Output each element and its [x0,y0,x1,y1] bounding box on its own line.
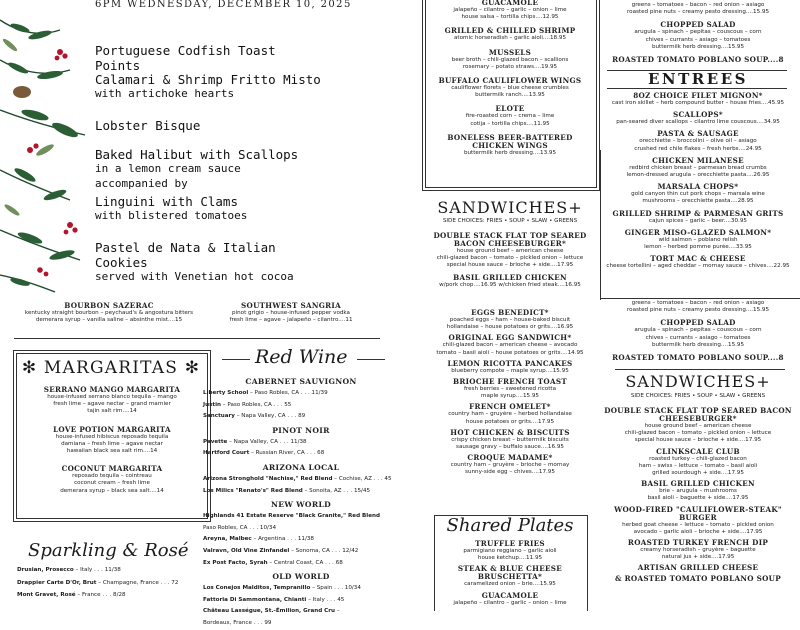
item-desc: house ground beef – american cheese [456,248,564,254]
wine-row [203,618,399,630]
item-name: SERRANO MANGO MARGARITA [43,385,181,394]
appetizer-item [428,27,592,42]
wine-name: Château Lasségue, St.-Émilion, Grand Cru [203,608,336,615]
divider [222,359,250,360]
sandwich-item [600,480,796,502]
item-name: LEMON RICOTTA PANCAKES [447,358,573,368]
course-title: Pastel de Nata & Italian Cookies [95,240,276,270]
dinner-course [95,72,325,102]
item-name: EGGS BENEDICT* [471,308,549,317]
item-desc: house salsa – tortilla chips....12.95 [461,14,559,21]
item-desc: cauliflower florets – blue cheese crumbles [451,85,569,92]
wine-name: Mont Gravet, Rosé [17,592,76,598]
item-desc: chives – currants – asiago – tomatoes [645,36,751,43]
item-desc: tomato – basil aioli – house potatoes or grits....14.95 [436,349,584,356]
wine-detail: – Paso Robles, CA . . . 11/39 [248,390,328,396]
wine-row [203,523,399,535]
item-desc: ham – swiss – lettuce – tomato – basil aioli [638,462,758,469]
item-desc: greens – tomatoes – bacon – red onion – asiago [631,2,765,8]
salad-item [600,354,796,362]
item-desc: wild salmon – poblano relish [658,236,738,243]
item-name: PASTA & SAUSAGE [657,129,739,139]
course-title: Portuguese Codfish Toast Points [95,43,276,73]
brunch-item [428,429,592,451]
item-desc: chili-glazed bacon – american cheese – avocado [442,342,578,349]
item-desc: damiana – fresh lime – agave nectar [61,440,163,447]
item-desc: country ham – gruyère – herbed hollandaise [448,411,572,418]
sandwich-list-b [600,407,796,586]
wine-section-heading: NEW WORLD [271,500,331,510]
item-desc: fresh lime – agave nectar – grand marnier [53,401,171,408]
wine-name: Valravn, Old Vine Zinfandel [203,547,290,554]
wine-section-heading: PINOT NOIR [272,425,330,435]
item-name: COCONUT MARGARITA [61,464,163,474]
wine-name: Areyna, Malbec [203,536,252,543]
brunch-item [428,403,592,425]
red-wine-heading: Red Wine [255,346,348,368]
sandwich-item [600,506,796,536]
item-desc: redbird chicken breast – parmesan bread crumbs [629,164,767,171]
item-desc: fire-roasted corn – crema – lime [465,113,555,120]
appetizer-item [428,49,592,71]
wine-name: Los Milics "Renato's" Red Blend [203,487,303,494]
salad-list-top [600,2,796,69]
course-title: Lobster Bisque [95,118,201,133]
item-desc: hollandaise – house potatoes or grits....16.95 [446,324,574,331]
dinner-course [95,147,325,191]
item-desc: rosemary – potato straws....19.95 [462,63,558,70]
dinner-course [95,194,325,224]
wine-name: Highlands 41 Estate Reserve "Black Granite," Red Blend [203,513,381,520]
item-desc: lemon-dressed arugula – orecchiette pasta....26.95 [626,172,770,179]
wine-detail: – Paso Robles, CA . . . 55 [220,401,292,408]
wine-detail: – Italy . . . 11/38 [73,567,121,573]
dinner-course [95,43,325,73]
wine-name: Sanctuary [203,413,235,420]
item-desc: country ham – gruyère – brioche – mornay [450,462,570,469]
item-name: 8OZ CHOICE FILET MIGNON* [633,91,763,100]
sandwich-item [600,407,796,445]
item-desc: fresh berries – sweetened ricotta [463,386,557,393]
item-name: GRILLED SHRIMP & PARMESAN GRITS [612,208,784,218]
item-name: BASIL GRILLED CHICKEN [641,479,755,489]
item-name: GINGER MISO-GLAZED SALMON* [624,227,772,237]
wine-row [203,474,399,486]
margarita-item [22,386,202,416]
item-name: BONELESS BEER-BATTERED CHICKEN WINGS [447,132,573,150]
item-desc: orecchiette – broccolini – olive oil – asiago [639,138,757,145]
cocktail-desc: pinot grigio – house-infused pepper vodka [232,310,350,316]
wine-name: Drappier Carte D'Or, Brut [17,579,97,586]
wine-detail: – Sonoita, AZ . . . 15/45 [302,487,371,494]
item-desc: cajun spices – garlic – beer....30.95 [649,217,747,224]
sandwiches-heading-b: SANDWICHES+ [625,372,771,391]
appetizer-item [428,134,592,157]
wine-section-heading: CABERNET SAUVIGNON [245,377,357,386]
page-divider [600,150,601,300]
wine-row [203,606,399,618]
brunch-item [428,309,592,331]
course-subtitle: accompanied by [95,176,188,190]
item-name: BASIL GRILLED CHICKEN [453,272,567,282]
shared-plate-item [430,565,590,588]
wine-row [203,388,399,400]
ornament-icon: ✻ [21,358,44,378]
wine-detail: – Spain . . . 10/34 [310,585,361,592]
wine-row [17,564,217,577]
sandwiches-heading-a: SANDWICHES+ [437,198,583,217]
course-subtitle: in a lemon cream sauce [95,162,241,175]
wine-name: Liberty School [203,390,249,396]
item-desc: jalapeño – cilantro – garlic – onion – lime [453,7,567,13]
sandwich-list-a [428,232,592,293]
item-desc: chives – currants – asiago – tomatoes [645,334,751,341]
item-desc: avocado – garlic aioli – brioche + side....17.95 [633,528,763,535]
wine-name: Hartford Court [203,450,250,457]
item-desc: poached eggs – ham – house-baked biscuit [449,317,571,323]
item-desc: coconut cream – fresh lime [74,480,150,487]
item-desc: demerara syrup – black sea salt....14 [60,487,164,494]
item-desc: house-infused serrano blanco tequila – mango [47,394,177,400]
salad-item [600,2,796,16]
wine-section-heading: ARIZONA LOCAL [262,462,340,472]
shared-plate-item [430,592,590,607]
item-name: STEAK & BLUE CHEESE BRUSCHETTA* [457,564,563,582]
item-desc: crushed red chile flakes – fresh herbs....24.95 [634,145,762,152]
salad-item [600,300,796,314]
brunch-item [428,378,592,400]
item-desc: buttermilk herb dressing....13.95 [463,149,557,156]
item-desc: reposado tequila – cointreau [72,473,152,480]
divider [607,88,787,89]
item-name: DOUBLE STACK FLAT TOP SEARED BACON CHEESEBURGER* [604,406,792,423]
item-desc: grilled sourdough + side....17.95 [652,470,744,477]
item-desc: hawaiian black sea salt rim....14 [66,448,158,455]
dinner-course [95,240,325,285]
item-name: ORIGINAL EGG SANDWICH* [448,333,572,343]
item-desc: w/pork chop....16.95 w/chicken fried steak....16.95 [439,281,581,288]
item-name: MUSSELS [488,47,532,57]
wine-row [203,437,399,449]
item-desc: chili-glazed bacon – tomato – pickled onion – lettuce [436,255,584,262]
appetizer-item [428,77,592,99]
salad-list-bottom [600,300,796,367]
entree-item [600,183,796,205]
sandwich-item [600,564,796,572]
dinner-course-list [0,0,330,290]
item-desc: cheese tortellini – aged cheddar – mornay sauce – chives....22.95 [606,263,790,270]
wine-detail: – Cochise, AZ . . . 45 [332,475,392,482]
item-name: GUACAMOLE [481,590,539,600]
item-desc: buttermilk herb dressing....15.95 [651,43,745,50]
wine-detail: – Napa Valley, CA . . . 11/38 [227,438,307,445]
item-name: LOVE POTION MARGARITA [53,424,171,434]
course-title: Calamari & Shrimp Fritto Misto [95,72,321,87]
item-desc: lemon – herbed pomme purée....33.95 [644,244,752,251]
course-title: Baked Halibut with Scallops [95,147,299,162]
brunch-item [428,334,592,356]
entree-item [600,130,796,152]
item-name: CHOPPED SALAD [660,20,736,30]
shared-plates-heading: Shared Plates [446,515,574,536]
wine-row [203,411,399,423]
wine-detail: – Central Coast, CA . . . 68 [267,559,343,566]
item-name: CROQUE MADAME* [467,453,553,463]
item-desc: buttermilk herb dressing....15.95 [651,341,745,348]
wine-detail: – Champagne, France . . . 72 [96,579,179,586]
item-desc: crispy chicken breast – buttermilk biscuits [451,436,569,443]
cocktail-desc: kentucky straight bourbon – peychaud's & angostura bitters [24,310,194,316]
item-name: GUACAMOLE [481,0,539,7]
wine-section-heading: OLD WORLD [272,572,330,582]
item-desc: house-infused hibiscus reposado tequila [55,433,169,440]
entree-item [600,157,796,179]
wine-detail: – Russian River, CA . . . 68 [249,450,325,457]
item-desc: roasted pine nuts – creamy pesto dressing....15.95 [626,307,770,314]
item-desc: maple syrup....15.95 [481,393,539,400]
wine-row [203,583,399,595]
item-desc: house ground beef – american cheese [644,423,752,429]
item-desc: sausage gravy – buffalo sauce....16.95 [456,444,564,451]
margarita-item [22,426,202,456]
wine-row [203,534,399,546]
dinner-course [95,118,325,133]
entree-list [600,92,796,274]
item-name: TORT MAC & CHEESE [650,254,746,264]
item-desc: jalapeño – cilantro – garlic – onion – lime [453,599,567,606]
item-name: ROASTED TURKEY FRENCH DIP [627,538,769,548]
item-desc: pan-seared diver scallops – cilantro lime couscous....34.95 [616,119,780,126]
salad-item [600,319,796,349]
item-desc: basil aioli – baguette + side....17.95 [647,495,749,502]
appetizer-item [428,0,592,21]
wine-detail: – Sonoma, CA . . . 12/42 [289,547,359,554]
item-desc: special house sauce – brioche + side....17.95 [634,437,762,444]
item-name: CLINKSCALE CLUB [656,446,740,456]
wine-detail: Bordeaux, France . . . 99 [203,619,272,626]
wine-row [203,486,399,498]
item-desc: sunny-side egg – chives....17.95 [465,469,555,476]
divider [615,369,785,370]
item-desc: cast iron skillet – herb compound butter – house fries....45.95 [611,100,785,106]
item-desc: house ketchup....11.95 [477,555,543,562]
side-choices: SIDE CHOICES: FRIES • SOUP • SLAW • GREENS [442,218,578,224]
item-name: ARTISAN GRILLED CHEESE [637,563,759,573]
item-desc: atomic horseradish – garlic aioli....18.95 [453,35,567,42]
divider [357,359,385,360]
appetizer-list [428,0,592,163]
cocktail-bourbon-sazerac [14,302,204,324]
item-name: CHOPPED SALAD [660,318,736,328]
item-desc: greens – tomatoes – bacon – red onion – asiago [631,300,765,306]
wine-detail: Paso Robles, CA . . . 10/34 [203,524,277,531]
brunch-list [428,309,592,480]
sparkling-list [17,564,217,602]
item-name: GRILLED & CHILLED SHRIMP [444,26,576,36]
wine-row [17,577,217,590]
course-subtitle: with artichoke hearts [95,87,235,100]
cocktail-name: BOURBON SAZERAC [64,301,154,310]
item-desc: gold canyon thin cut pork chops – marsala wine [631,191,765,198]
entree-item [600,255,796,270]
brunch-item [428,360,592,375]
item-name: WOOD-FIRED "CAULIFLOWER-STEAK" BURGER [614,504,782,522]
item-desc: chili-glazed bacon – tomato – pickled onion – lettuce [624,430,772,437]
course-subtitle: with blistered tomatoes [95,209,248,222]
wine-detail: – Napa Valley, CA . . . 89 [234,413,306,420]
entrees-heading: ENTREES [648,70,748,88]
red-wine-list [203,374,399,630]
item-desc: caramelized onion – brie....15.95 [464,581,556,588]
margaritas-title: MARGARITAS [43,358,179,378]
cocktail-name: SOUTHWEST SANGRIA [241,301,341,310]
item-name: FRENCH OMELET* [469,402,551,412]
ornament-icon: ✻ [178,358,201,378]
wine-row [203,400,399,412]
wine-row [203,448,399,460]
wine-name: Pavette [203,438,228,445]
salad-item [600,21,796,51]
wine-detail: – [335,608,340,615]
wine-name: Justin [203,401,221,408]
sandwich-item [428,232,592,270]
item-name: & ROASTED TOMATO POBLANO SOUP [615,574,781,584]
sparkling-heading: Sparkling & Rosé [28,540,189,561]
item-desc: blueberry compote – maple syrup....15.95 [451,367,569,374]
item-desc: special house sauce – brioche + side....17.95 [446,262,574,269]
wine-detail: – Italy . . . 45 [306,596,345,603]
item-desc: natural jus + side....17.95 [661,554,735,561]
cocktail-desc: fresh lime – agave – jalapeño – cilantro....11 [229,317,353,324]
cocktail-desc: demerara syrup – vanilla saline – absinthe mist....15 [35,317,183,324]
entree-item [600,111,796,126]
wine-row [203,558,399,570]
wine-name: Los Conejos Malditos, Tempranillo [203,585,311,592]
item-name: ROASTED TOMATO POBLANO SOUP....8 [612,55,784,65]
entree-item [600,229,796,251]
item-desc: buttermilk ranch....13.95 [475,92,545,99]
item-name: BUFFALO CAULIFLOWER WINGS [438,76,582,86]
cocktail-southwest-sangria [206,302,376,324]
item-name: BRIOCHE FRENCH TOAST [452,377,568,387]
sandwich-item [600,575,796,583]
wine-row [203,595,399,607]
sandwich-item [600,539,796,561]
item-desc: roasted turkey – chili-glazed bacon [649,455,747,462]
course-subtitle: served with Venetian hot cocoa [95,270,294,283]
item-desc: roasted pine nuts – creamy pesto dressing....15.95 [626,9,770,16]
item-name: DOUBLE STACK FLAT TOP SEARED BACON CHEESEBURGER* [433,231,587,248]
side-choices: SIDE CHOICES: FRIES • SOUP • SLAW • GREENS [630,393,766,399]
item-name: SCALLOPS* [673,110,723,120]
page-divider [600,298,800,299]
brunch-item [428,454,592,476]
wine-row [203,511,399,523]
item-desc: herbed goat cheese – lettuce – tomato – pickled onion [622,521,774,528]
item-name: MARSALA CHOPS* [657,182,739,192]
wine-name: Fattoria Di Sammontana, Chianti [203,596,307,603]
sandwich-item [428,274,592,289]
item-desc: tajin salt rim....14 [87,408,137,415]
item-desc: house potatoes or grits....17.95 [465,418,555,425]
item-desc: arugula – spinach – pepitas – couscous – corn [634,29,762,36]
item-desc: parmigiano reggiano – garlic aioli [463,548,557,554]
wine-detail: – France . . . 8/28 [75,592,126,598]
item-name: TRUFFLE FRIES [475,539,545,548]
item-name: ELOTE [495,104,525,114]
item-name: CHICKEN MILANESE [652,155,744,165]
item-desc: arugula – spinach – pepitas – couscous – corn [634,327,762,334]
item-desc: creamy horseradish – gruyère – baguette [640,547,756,554]
item-desc: cotija – tortilla chips....11.95 [470,120,550,127]
item-desc: brie – arugula – mushrooms [659,488,737,495]
salad-item [600,56,796,64]
margarita-list [22,386,202,505]
sandwich-item [600,448,796,478]
shared-plates-list [430,540,590,610]
margaritas-heading [16,358,206,378]
divider [14,338,380,339]
wine-detail: – Argentina . . . 11/38 [251,536,314,543]
margarita-item [22,465,202,495]
item-desc: mushrooms – orecchiette pasta....28.95 [642,198,754,205]
wine-name: Ex Post Facto, Syrah [203,559,268,566]
wine-name: Arizona Stronghold "Nachise," Red Blend [203,475,333,482]
appetizer-item [428,105,592,127]
dinner-date-header: 6PM WEDNESDAY, DECEMBER 10, 2025 [95,0,352,10]
entree-item [600,210,796,225]
wine-name: Drusian, Prosecco [17,567,74,573]
item-name: HOT CHICKEN & BISCUITS [450,427,570,437]
shared-plate-item [430,540,590,562]
wine-row [203,546,399,558]
item-desc: beer broth – chili-glazed bacon – scallions [451,56,569,63]
item-name: ROASTED TOMATO POBLANO SOUP....8 [612,353,784,363]
entree-item [600,92,796,107]
course-title: Linguini with Clams [95,194,238,209]
